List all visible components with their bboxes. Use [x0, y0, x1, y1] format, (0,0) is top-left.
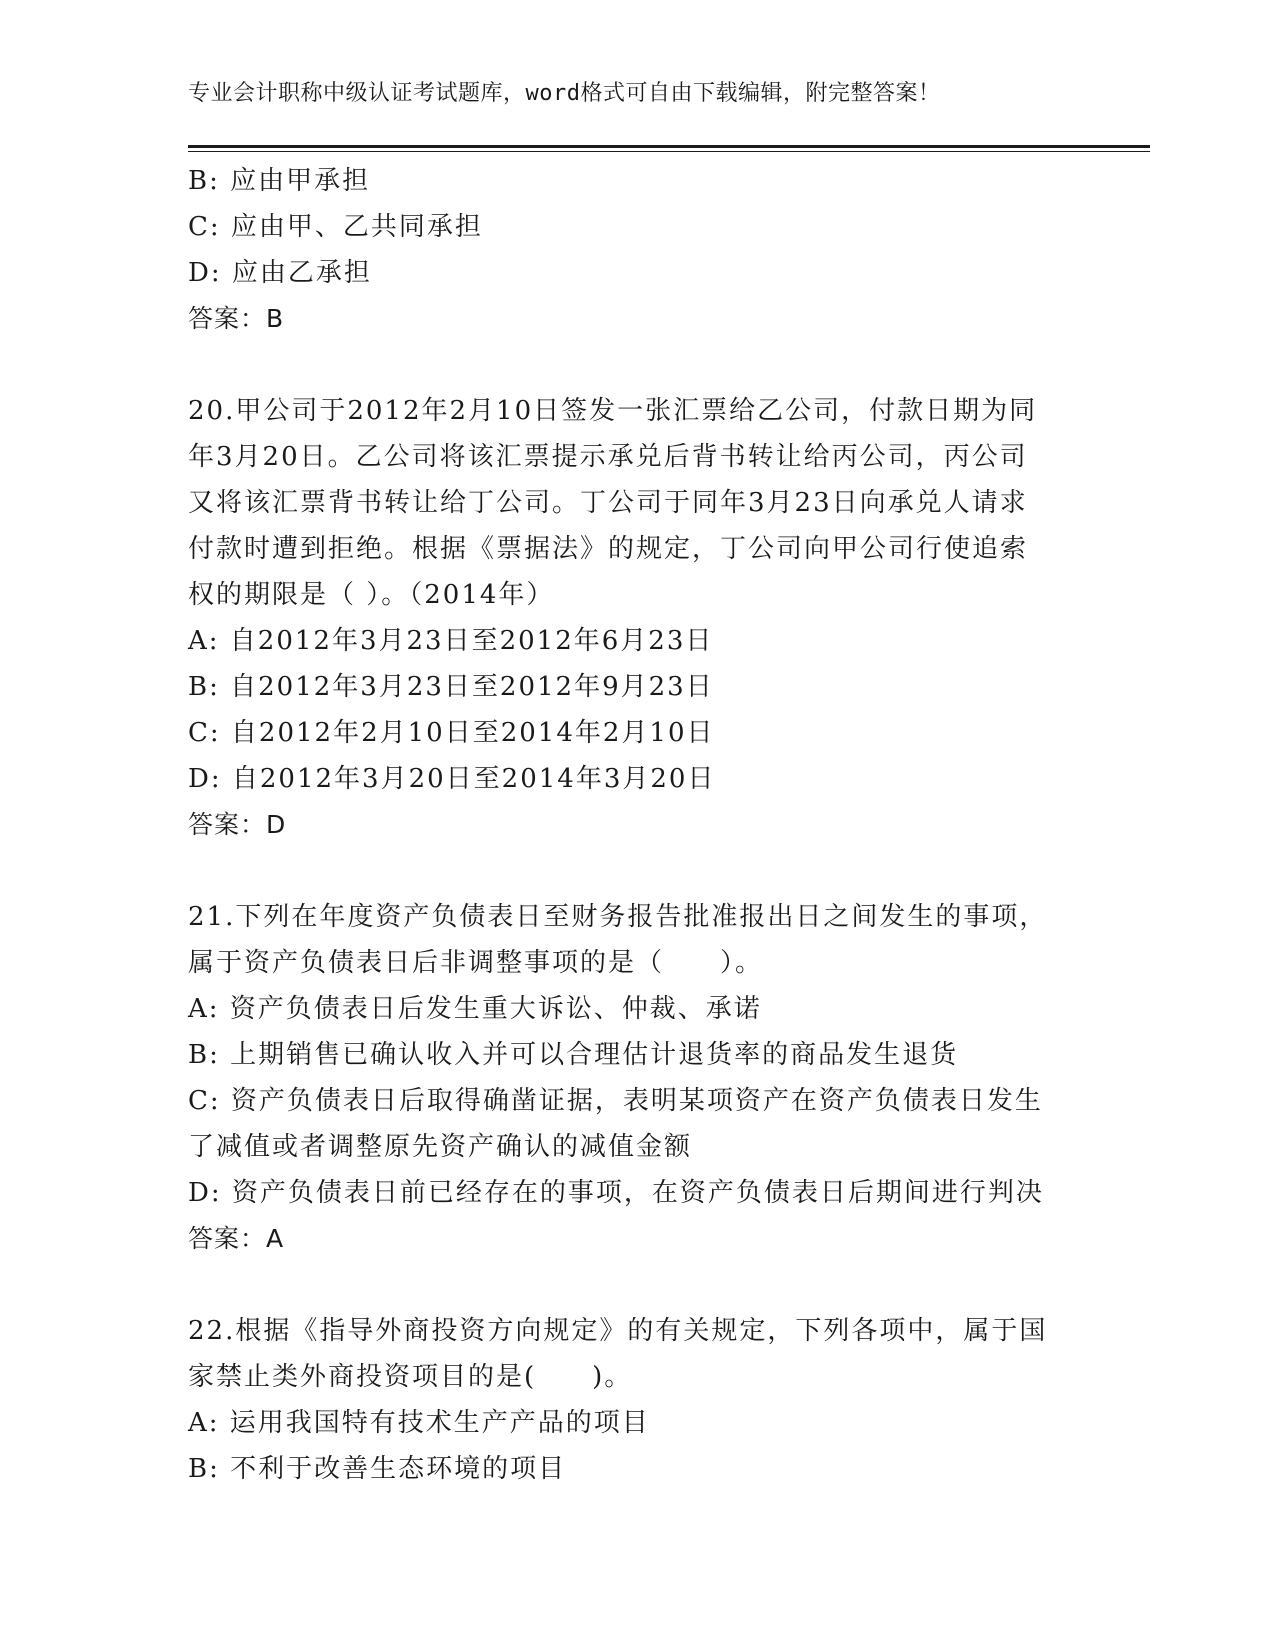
question-stem-line: 年3月20日。乙公司将该汇票提示承兑后背书转让给丙公司，丙公司 — [188, 442, 1028, 472]
question-22 — [188, 1308, 1088, 1492]
option-b: B: 上期销售已确认收入并可以合理估计退货率的商品发生退货 — [188, 1040, 959, 1070]
question-21 — [188, 894, 1088, 1262]
answer-line: 答案：B — [188, 304, 285, 333]
option-c: C: 自2012年2月10日至2014年2月10日 — [188, 718, 715, 748]
option-c: C: 应由甲、乙共同承担 — [188, 212, 483, 242]
question-stem-line: 家禁止类外商投资项目的是( )。 — [188, 1362, 633, 1392]
option-a: A: 资产负债表日后发生重大诉讼、仲裁、承诺 — [188, 994, 762, 1024]
option-a: A: 自2012年3月23日至2012年6月23日 — [188, 626, 714, 656]
option-d: D: 自2012年3月20日至2014年3月20日 — [188, 764, 716, 794]
option-d: D: 资产负债表日前已经存在的事项，在资产负债表日后期间进行判决 — [188, 1178, 1044, 1208]
question-stem-line: 权的期限是（ ）。（2014年） — [188, 580, 555, 610]
header-rule — [188, 145, 1150, 148]
answer-line: 答案：A — [188, 1224, 285, 1253]
option-a: A: 运用我国特有技术生产产品的项目 — [188, 1408, 650, 1438]
page-header: 专业会计职称中级认证考试题库，word格式可自由下载编辑，附完整答案！ — [188, 81, 941, 106]
header-rule-thin — [188, 151, 1150, 152]
option-c: C: 资产负债表日后取得确凿证据，表明某项资产在资产负债表日发生 — [188, 1086, 1043, 1116]
question-19-tail — [188, 158, 1088, 342]
option-c-continued: 了减值或者调整原先资产确认的减值金额 — [188, 1132, 693, 1162]
question-stem-line: 属于资产负债表日后非调整事项的是（ ）。 — [188, 948, 764, 978]
question-stem-line: 付款时遭到拒绝。根据《票据法》的规定，丁公司向甲公司行使追索 — [188, 534, 1029, 564]
question-stem-line: 又将该汇票背书转让给丁公司。丁公司于同年3月23日向承兑人请求 — [188, 488, 1028, 518]
answer-line: 答案：D — [188, 810, 287, 839]
question-stem-line: 20.甲公司于2012年2月10日签发一张汇票给乙公司，付款日期为同 — [188, 396, 1038, 426]
option-b: B: 应由甲承担 — [188, 166, 371, 196]
question-20 — [188, 388, 1088, 848]
option-d: D: 应由乙承担 — [188, 258, 372, 288]
option-b: B: 不利于改善生态环境的项目 — [188, 1454, 567, 1484]
question-stem-line: 22.根据《指导外商投资方向规定》的有关规定，下列各项中，属于国 — [188, 1316, 1048, 1346]
option-b: B: 自2012年3月23日至2012年9月23日 — [188, 672, 714, 702]
question-stem-line: 21.下列在年度资产负债表日至财务报告批准报出日之间发生的事项， — [188, 902, 1048, 932]
document-body — [188, 158, 1088, 1492]
